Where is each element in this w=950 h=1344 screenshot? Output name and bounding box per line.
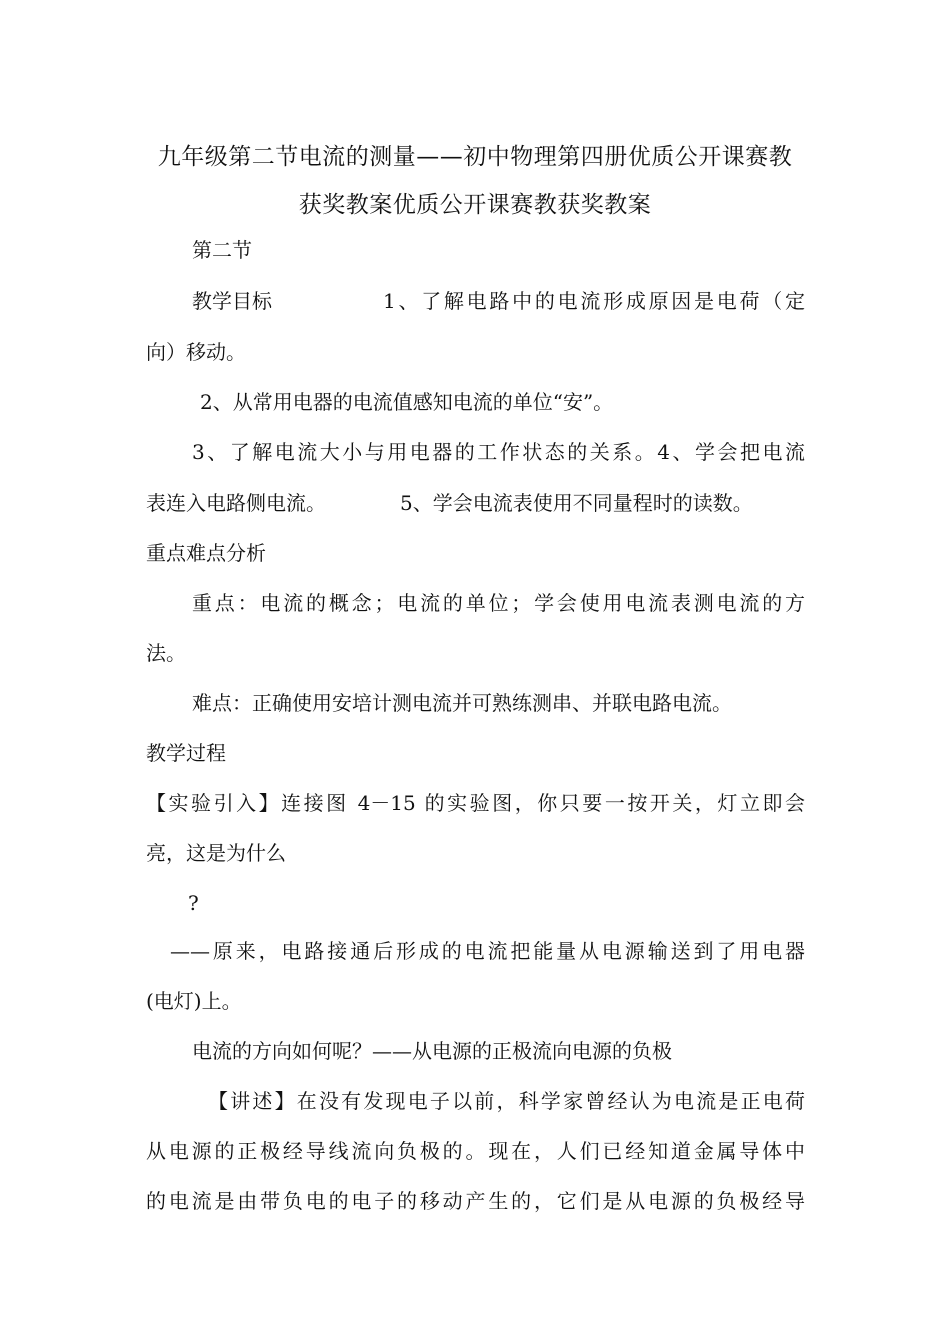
document-title-line-2: 获奖教案优质公开课赛教获奖教案 [298, 192, 652, 218]
goal-1-continuation: 向）移动。 [146, 340, 246, 364]
lecture-line-2: 从电源的正极经导线流向负极的。现在，人们已经知道金属导体中 [146, 1139, 805, 1163]
key-point-continuation: 法。 [146, 641, 186, 665]
document-title-line-1: 九年级第二节电流的测量——初中物理第四册优质公开课赛教 [157, 144, 793, 170]
process-heading: 教学过程 [146, 741, 226, 765]
answer-text: ——原来，电路接通后形成的电流把能量从电源输送到了用电器 [170, 939, 805, 963]
intro-text: 【实验引入】连接图 4－15 的实验图，你只要一按开关，灯立即会 [146, 791, 805, 815]
analysis-heading: 重点难点分析 [146, 541, 266, 565]
goal-3-4-text: 3、了解电流大小与用电器的工作状态的关系。4、学会把电流 [192, 440, 805, 464]
lecture-text: 【讲述】在没有发现电子以前，科学家曾经认为电流是正电荷 [208, 1089, 805, 1113]
section-label: 第二节 [192, 238, 252, 262]
answer-continuation: (电灯)上。 [146, 989, 242, 1013]
key-point-text: 重点：电流的概念；电流的单位；学会使用电流表测电流的方 [192, 591, 805, 615]
lecture-line-3: 的电流是由带负电的电子的移动产生的，它们是从电源的负极经导 [146, 1189, 805, 1213]
current-direction-text: 电流的方向如何呢？——从电源的正极流向电源的负极 [192, 1039, 672, 1063]
goal-2-text: 2、从常用电器的电流值感知电流的单位“安”。 [200, 390, 614, 414]
goal-4-continuation: 表连入电路侧电流。 [146, 491, 326, 515]
difficulty-text: 难点：正确使用安培计测电流并可熟练测串、并联电路电流。 [192, 691, 732, 715]
teaching-goals-label: 教学目标 [192, 289, 272, 313]
goal-5-text: 5、学会电流表使用不同量程时的读数。 [400, 491, 753, 515]
goal-1-text: 1、了解电路中的电流形成原因是电荷（定 [383, 289, 805, 313]
intro-continuation: 亮，这是为什么 [146, 841, 286, 865]
question-mark: ? [188, 891, 199, 915]
